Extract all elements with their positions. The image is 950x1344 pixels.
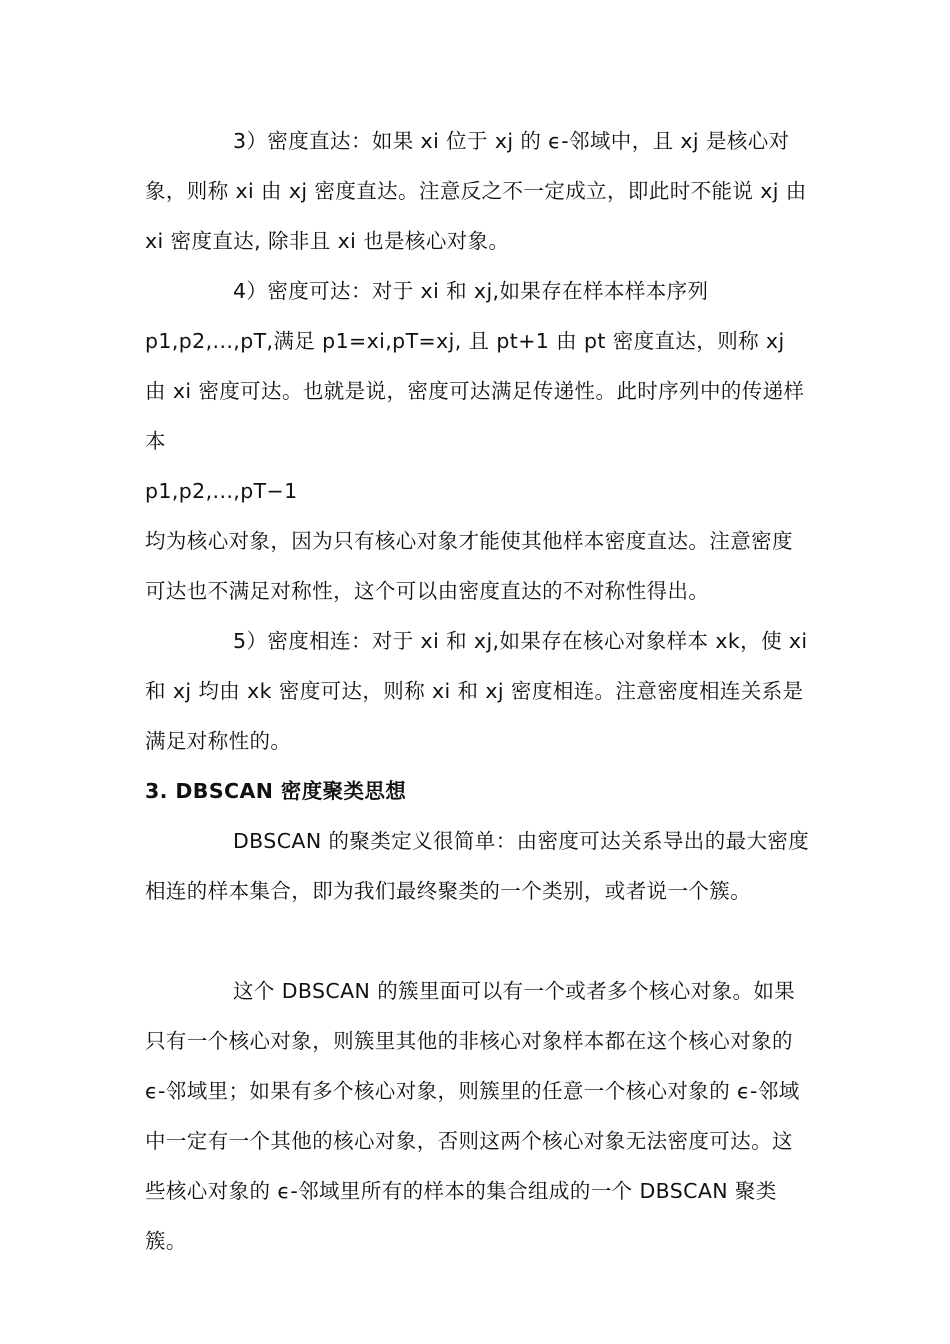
section-heading: 3. DBSCAN 密度聚类思想 <box>145 779 407 803</box>
paragraph-density-reachable-intro: 4）密度可达：对于 xi 和 xj,如果存在样本样本序列 <box>233 279 709 303</box>
paragraph-density-reachable-core: 均为核心对象，因为只有核心对象才能使其他样本密度直达。注意密度可达也不满足对称性，这个可以由密度直达的不对称性得出。 <box>145 529 793 603</box>
paragraph-dbscan-cluster: 这个 DBSCAN 的簇里面可以有一个或者多个核心对象。如果只有一个核心对象，则簇里其他的非核心对象样本都在这个核心对象的 ϵ-邻域里；如果有多个核心对象，则簇里的任意一个核心对象的 ϵ-邻域中一定有一个其他的核心对象，否则这两个核心对象无法密度可达。这些核心对象的 ϵ-邻域里所有的样本的集合组成的一个 DBSCAN 聚类簇。 <box>145 979 800 1253</box>
paragraph-density-reachable-sequence: p1,p2,...,pT,满足 p1=xi,pT=xj, 且 pt+1 由 pt 密度直达，则称 xj 由 xi 密度可达。也就是说，密度可达满足传递性。此时序列中的传递样本 <box>145 329 805 453</box>
document-body <box>145 116 810 1266</box>
paragraph-density-reachable-formula: p1,p2,...,pT−1 <box>145 479 298 503</box>
paragraph-density-connected: 5）密度相连：对于 xi 和 xj,如果存在核心对象样本 xk，使 xi 和 xj 均由 xk 密度可达，则称 xi 和 xj 密度相连。注意密度相连关系是满足对称性的。 <box>145 629 808 753</box>
blank-line <box>145 916 810 966</box>
paragraph-dbscan-definition: DBSCAN 的聚类定义很简单：由密度可达关系导出的最大密度相连的样本集合，即为我们最终聚类的一个类别，或者说一个簇。 <box>145 829 810 903</box>
paragraph-density-direct: 3）密度直达：如果 xi 位于 xj 的 ϵ-邻域中，且 xj 是核心对象，则称 xi 由 xj 密度直达。注意反之不一定成立，即此时不能说 xj 由 xi 密度直达, 除非且 xi 也是核心对象。 <box>145 129 807 253</box>
